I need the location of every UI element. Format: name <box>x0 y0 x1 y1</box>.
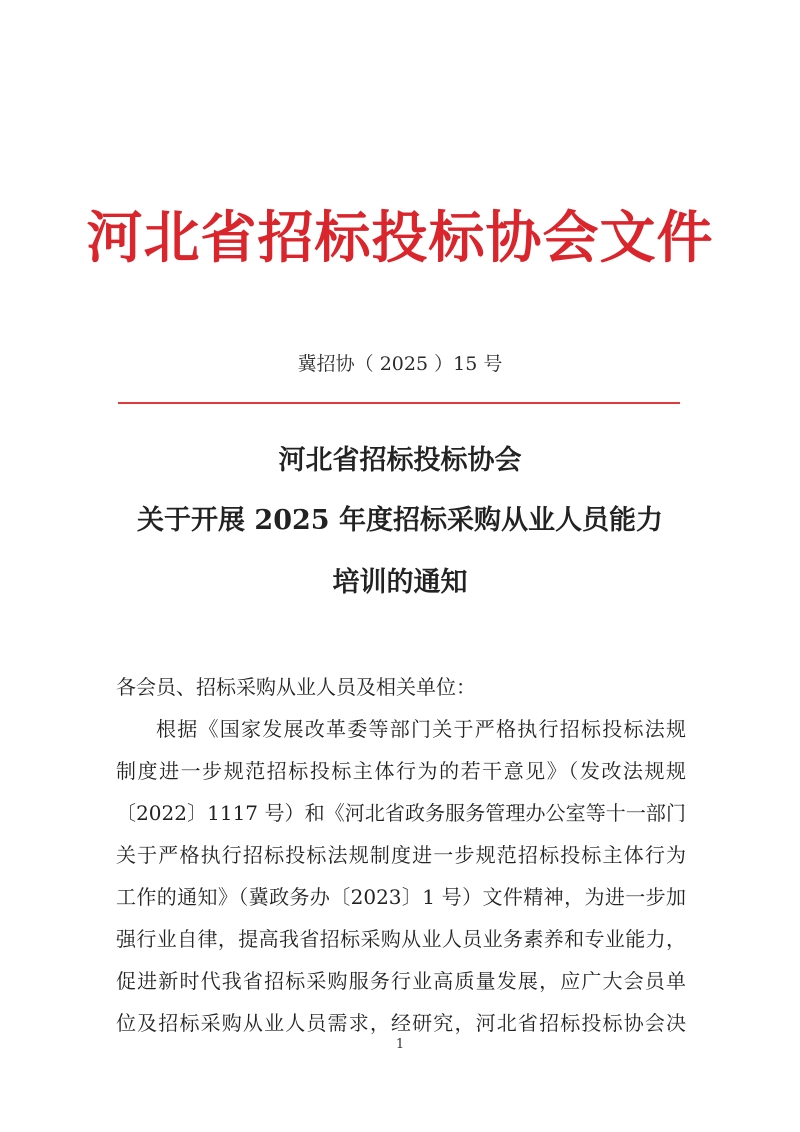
body-line-2: 制度进一步规范招标投标主体行为的若干意见》（发改法规规 <box>116 759 686 783</box>
page-number: 1 <box>395 1037 405 1052</box>
body-line-3: 〔2022〕1117 号）和《河北省政务服务管理办公室等十一部门 <box>116 801 686 825</box>
body-line-7: 促进新时代我省招标采购服务行业高质量发展，应广大会员单 <box>116 969 686 993</box>
body-line-4: 关于严格执行招标投标法规制度进一步规范招标投标主体行为 <box>116 843 686 867</box>
red-divider-line <box>118 402 680 404</box>
body-line-5: 工作的通知》（冀政务办〔2023〕1 号）文件精神，为进一步加 <box>116 885 686 909</box>
notice-title-line-2: 关于开展 2025 年度招标采购从业人员能力 <box>137 505 663 536</box>
notice-title-line-3: 培训的通知 <box>332 567 468 598</box>
notice-title-line-1: 河北省招标投标协会 <box>278 445 522 476</box>
document-number: 冀招协（ 2025 ）15 号 <box>297 353 503 375</box>
masthead-title: 河北省招标投标协会文件 <box>86 205 714 271</box>
body-line-8: 位及招标采购从业人员需求，经研究，河北省招标投标协会决 <box>116 1011 686 1035</box>
body-line-1: 根据《国家发展改革委等部门关于严格执行招标投标法规 <box>156 717 686 741</box>
body-line-6: 强行业自律，提高我省招标采购从业人员业务素养和专业能力， <box>116 927 686 951</box>
salutation: 各会员、招标采购从业人员及相关单位： <box>116 675 476 699</box>
